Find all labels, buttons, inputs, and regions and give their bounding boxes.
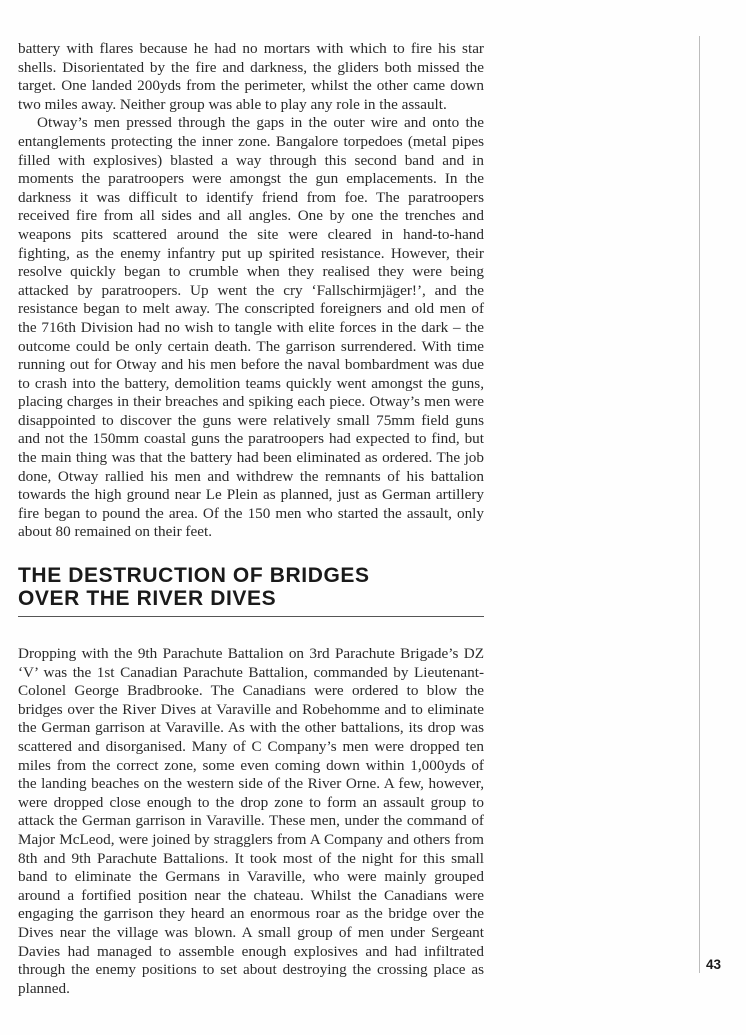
page-number: 43 (706, 957, 722, 972)
section-heading (18, 564, 484, 610)
body-paragraph-1: battery with flares because he had no mortars with which to fire his star shells. Disorientated by the fire and darkness, the gliders both missed the target. One landed 200yds from the perimeter, whilst the other came down two miles away. Neither group was able to play any role in the assault. (18, 40, 484, 113)
body-paragraph-3: Dropping with the 9th Parachute Battalion on 3rd Parachute Brigade’s DZ ‘V’ was the 1st Canadian Parachute Battalion, commanded by Lieutenant-Colonel George Bradbrooke. The Canadians were ordered to blow the bridges over the River Dives at Varaville and Robehomme and to eliminate the German garrison at Varaville. As with the other battalions, its drop was scattered and disorganised. Many of C Company’s men were dropped ten miles from the correct zone, some even coming down within 1,000yds of the landing beaches on the western side of the River Orne. A few, however, were dropped close enough to the drop zone to form an assault group to attack the German garrison in Varaville. These men, under the command of Major McLeod, were joined by stragglers from A Company and others from 8th and 9th Parachute Battalions. It took most of the night for this small band to eliminate the Germans in Varaville, who were mainly grouped around a fortified position near the chateau. Whilst the Canadians were engaging the garrison they heard an enormous roar as the bridge over the Dives near the village was blown. A small group of men under Sergeant Davies had managed to assemble enough explosives and had infiltrated through the enemy positions to set about destroying the crossing place as planned. (18, 645, 484, 997)
section-heading-line-1: THE DESTRUCTION OF BRIDGES (18, 564, 370, 588)
margin-vertical-rule (699, 36, 700, 973)
heading-underline-divider (18, 616, 484, 617)
body-paragraph-2: Otway’s men pressed through the gaps in the outer wire and onto the entanglements protecting the inner zone. Bangalore torpedoes (metal pipes filled with explosives) blasted a way through this second band and in moments the paratroopers were amongst the gun emplacements. In the darkness it was difficult to identify friend from foe. The paratroopers received fire from all sides and all angles. One by one the trenches and weapons pits scattered around the site were cleared in hand-to-hand fighting, as the enemy infantry put up spirited resistance. However, their resolve quickly began to crumble when they realised they were being attacked by paratroopers. Up went the cry ‘Fallschirmjäger!’, and the resistance began to melt away. The conscripted foreigners and old men of the 716th Division had no wish to tangle with elite forces in the dark – the outcome could be only certain death. The garrison surrendered. With time running out for Otway and his men before the naval bombardment was due to crash into the battery, demolition teams quickly went amongst the guns, placing charges in their breaches and spiking each piece. Otway’s men were disappointed to discover the guns were relatively small 75mm field guns and not the 150mm coastal guns the paratroopers had expected to find, but the main thing was that the battery had been eliminated as ordered. The job done, Otway rallied his men and withdrew the remnants of his battalion towards the high ground near Le Plein as planned, just as German artillery fire began to pound the area. Of the 150 men who started the assault, only about 80 remained on their feet. (18, 114, 484, 541)
text-column (18, 40, 484, 998)
section-heading-line-2: OVER THE RIVER DIVES (18, 587, 277, 611)
